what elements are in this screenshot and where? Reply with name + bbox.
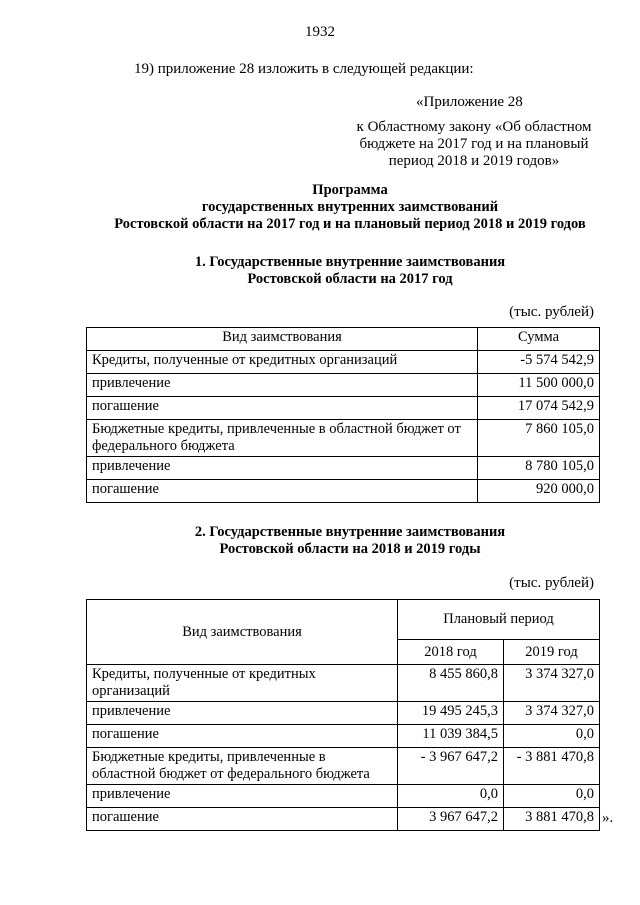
- section1-heading-line1: 1. Государственные внутренние заимствования: [194, 254, 506, 270]
- row-value: 17 074 542,9: [478, 397, 600, 420]
- table-row: [87, 748, 600, 785]
- table-row: [87, 457, 600, 480]
- section2-heading-line1: 2. Государственные внутренние заимствования: [194, 524, 506, 540]
- row-value: 7 860 105,0: [478, 420, 600, 457]
- table-row: [87, 374, 600, 397]
- row-value-2018: 3 967 647,2: [398, 808, 504, 831]
- page-number: 1932: [305, 24, 335, 40]
- row-value-2018: 11 039 384,5: [398, 725, 504, 748]
- amendment-intro: 19) приложение 28 изложить в следующей редакции:: [134, 61, 474, 77]
- section2-heading-line2: Ростовской области на 2018 и 2019 годы: [219, 541, 481, 557]
- row-value: 920 000,0: [478, 480, 600, 503]
- section1-heading: [60, 254, 640, 288]
- row-label: привлечение: [87, 374, 478, 397]
- row-label: погашение: [87, 480, 478, 503]
- table-row: [87, 725, 600, 748]
- row-value-2018: 0,0: [398, 785, 504, 808]
- column-header-sum: Сумма: [478, 328, 600, 351]
- row-value-2018: 19 495 245,3: [398, 702, 504, 725]
- table-row: [87, 808, 600, 831]
- row-label: привлечение: [87, 457, 478, 480]
- program-heading-line2: государственных внутренних заимствований: [201, 199, 499, 215]
- appendix-reference: к Областному закону «Об областном бюджете на 2017 год и на плановый период 2018 и 2019 годов»: [356, 119, 592, 169]
- program-heading-line3: Ростовской области на 2017 год и на плановый период 2018 и 2019 годов: [114, 216, 586, 232]
- section2-table: [86, 599, 600, 831]
- column-header-2019: 2019 год: [504, 640, 600, 665]
- row-value-2019: 0,0: [504, 725, 600, 748]
- appendix-title: «Приложение 28: [416, 94, 523, 110]
- row-value-2019: 3 374 327,0: [504, 702, 600, 725]
- appendix-block: [348, 94, 600, 170]
- row-value-2019: 3 374 327,0: [504, 665, 600, 702]
- section1-heading-line2: Ростовской области на 2017 год: [247, 271, 453, 287]
- row-value: 8 780 105,0: [478, 457, 600, 480]
- row-label: Бюджетные кредиты, привлеченные в областной бюджет от федерального бюджета: [87, 748, 398, 785]
- table-row: [87, 785, 600, 808]
- row-value-2019: 3 881 470,8: [504, 808, 600, 831]
- row-label: привлечение: [87, 702, 398, 725]
- table-header-row: [87, 328, 600, 351]
- section2-units: (тыс. рублей): [509, 575, 594, 591]
- row-value-2019: 0,0: [504, 785, 600, 808]
- column-header-period: Плановый период: [398, 600, 600, 640]
- row-label: Кредиты, полученные от кредитных организаций: [87, 665, 398, 702]
- program-heading-line1: Программа: [312, 182, 388, 198]
- table-row: [87, 480, 600, 503]
- row-label: погашение: [87, 808, 398, 831]
- row-value-2019: - 3 881 470,8: [504, 748, 600, 785]
- row-value-2018: - 3 967 647,2: [398, 748, 504, 785]
- row-label: Кредиты, полученные от кредитных организаций: [87, 351, 478, 374]
- table-row: [87, 351, 600, 374]
- column-header-kind: Вид заимствования: [87, 328, 478, 351]
- row-label: погашение: [87, 397, 478, 420]
- table-row: [87, 702, 600, 725]
- table-row: [87, 397, 600, 420]
- column-header-kind: Вид заимствования: [87, 600, 398, 665]
- section1-units: (тыс. рублей): [509, 304, 594, 320]
- row-label: погашение: [87, 725, 398, 748]
- column-header-2018: 2018 год: [398, 640, 504, 665]
- section1-table: [86, 327, 600, 503]
- table-row: [87, 420, 600, 457]
- table-header-row: [87, 600, 600, 640]
- row-label: Бюджетные кредиты, привлеченные в областной бюджет от федерального бюджета: [87, 420, 478, 457]
- section2-heading: [60, 524, 640, 558]
- row-value: -5 574 542,9: [478, 351, 600, 374]
- row-value: 11 500 000,0: [478, 374, 600, 397]
- row-value-2018: 8 455 860,8: [398, 665, 504, 702]
- row-label: привлечение: [87, 785, 398, 808]
- closing-quote-mark: ».: [602, 809, 614, 826]
- table-row: [87, 665, 600, 702]
- program-heading: [60, 182, 640, 233]
